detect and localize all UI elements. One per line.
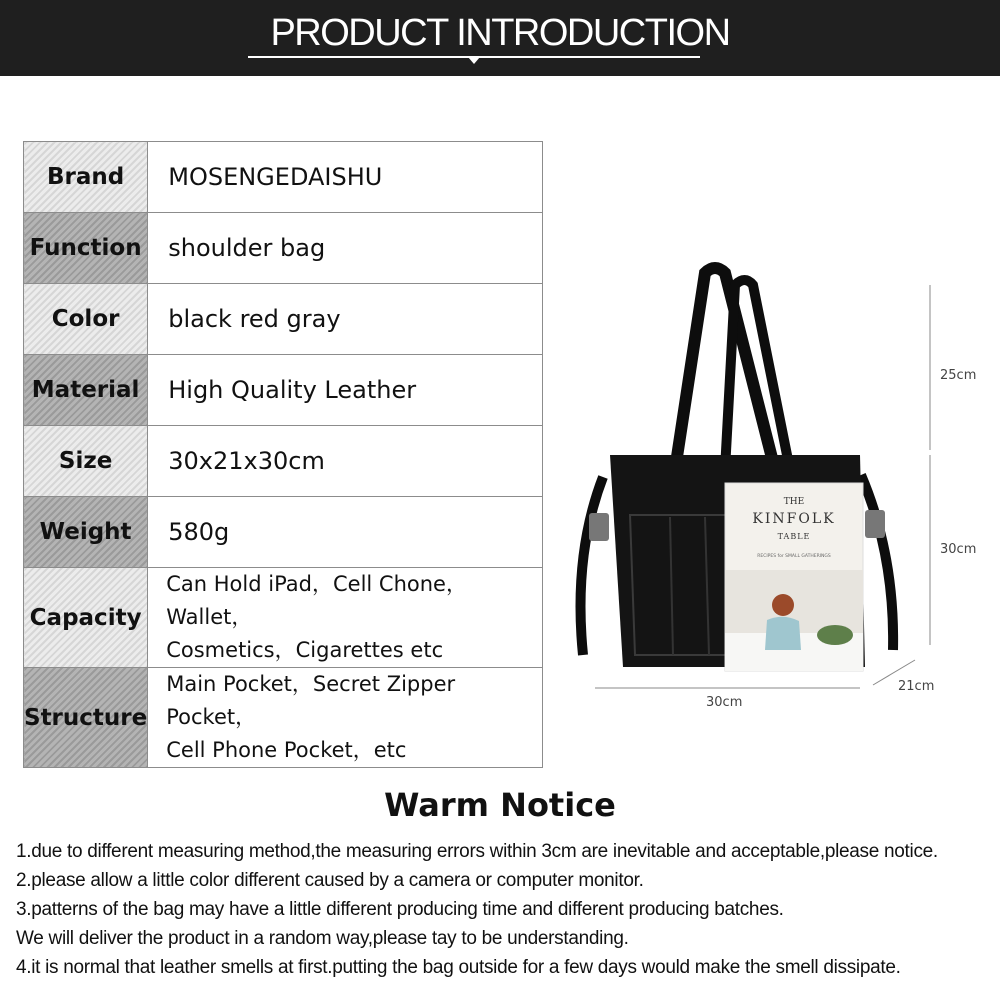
magazine-text: RECIPES for SMALL GATHERINGS	[757, 554, 831, 559]
dimension-label-height: 30cm	[940, 542, 977, 557]
spec-value: 580g	[148, 497, 543, 568]
spec-value	[148, 568, 543, 668]
spec-key: Size	[24, 426, 148, 497]
notice-line: We will deliver the product in a random way,please tay to be understanding.	[16, 928, 629, 949]
spec-value-line: Can Hold iPad，Cell Chone，Wallet，	[166, 572, 467, 629]
magazine-text: THE	[783, 497, 805, 507]
spec-key: Weight	[24, 497, 148, 568]
spec-key: Brand	[24, 142, 148, 213]
notice-title: Warm Notice	[384, 786, 616, 824]
magazine-photo-plant	[817, 625, 853, 645]
spec-value-line: Cell Phone Pocket，etc	[166, 738, 407, 762]
bag-handle	[725, 280, 790, 470]
spec-value-line: Main Pocket，Secret Zipper Pocket，	[166, 672, 456, 729]
spec-value-line: Cosmetics，Cigarettes etc	[166, 638, 444, 662]
strap-buckle	[589, 513, 609, 541]
header-banner	[0, 0, 1000, 76]
dimension-label-handle: 25cm	[940, 368, 977, 383]
notice-line: 1.due to different measuring method,the measuring errors within 3cm are inevitable and acceptable,please notice.	[16, 841, 938, 862]
spec-row-size	[24, 426, 543, 497]
spec-row-color	[24, 284, 543, 355]
spec-row-capacity	[24, 568, 543, 668]
product-illustration	[575, 255, 985, 715]
magazine-text: TABLE	[777, 532, 811, 541]
spec-key: Function	[24, 213, 148, 284]
spec-value: black red gray	[148, 284, 543, 355]
magazine-text: KINFOLK	[752, 511, 836, 527]
spec-row-structure	[24, 668, 543, 768]
spec-value: shoulder bag	[148, 213, 543, 284]
dimension-label-width: 30cm	[706, 695, 743, 710]
title-caret-icon	[468, 57, 480, 64]
magazine-photo-person	[772, 594, 794, 616]
dimension-label-depth: 21cm	[898, 679, 935, 694]
notice-line: 2.please allow a little color different caused by a camera or computer monitor.	[16, 870, 644, 891]
spec-value: High Quality Leather	[148, 355, 543, 426]
spec-table	[23, 141, 543, 768]
page-title: PRODUCT INTRODUCTION	[270, 12, 730, 54]
spec-row-brand	[24, 142, 543, 213]
spec-key: Capacity	[24, 568, 148, 668]
notice-line: 3.patterns of the bag may have a little different producing time and different producing batches.	[16, 899, 784, 920]
spec-key: Material	[24, 355, 148, 426]
strap-buckle	[865, 510, 885, 538]
spec-value: MOSENGEDAISHU	[148, 142, 543, 213]
spec-row-material	[24, 355, 543, 426]
spec-row-weight	[24, 497, 543, 568]
notice-line: 4.it is normal that leather smells at first.putting the bag outside for a few days would make the smell dissipate.	[16, 957, 901, 978]
spec-row-function	[24, 213, 543, 284]
magazine-photo-person	[765, 617, 801, 650]
spec-value	[148, 668, 543, 768]
spec-key: Color	[24, 284, 148, 355]
bag-image	[575, 255, 985, 715]
spec-value: 30x21x30cm	[148, 426, 543, 497]
spec-key: Structure	[24, 668, 148, 768]
